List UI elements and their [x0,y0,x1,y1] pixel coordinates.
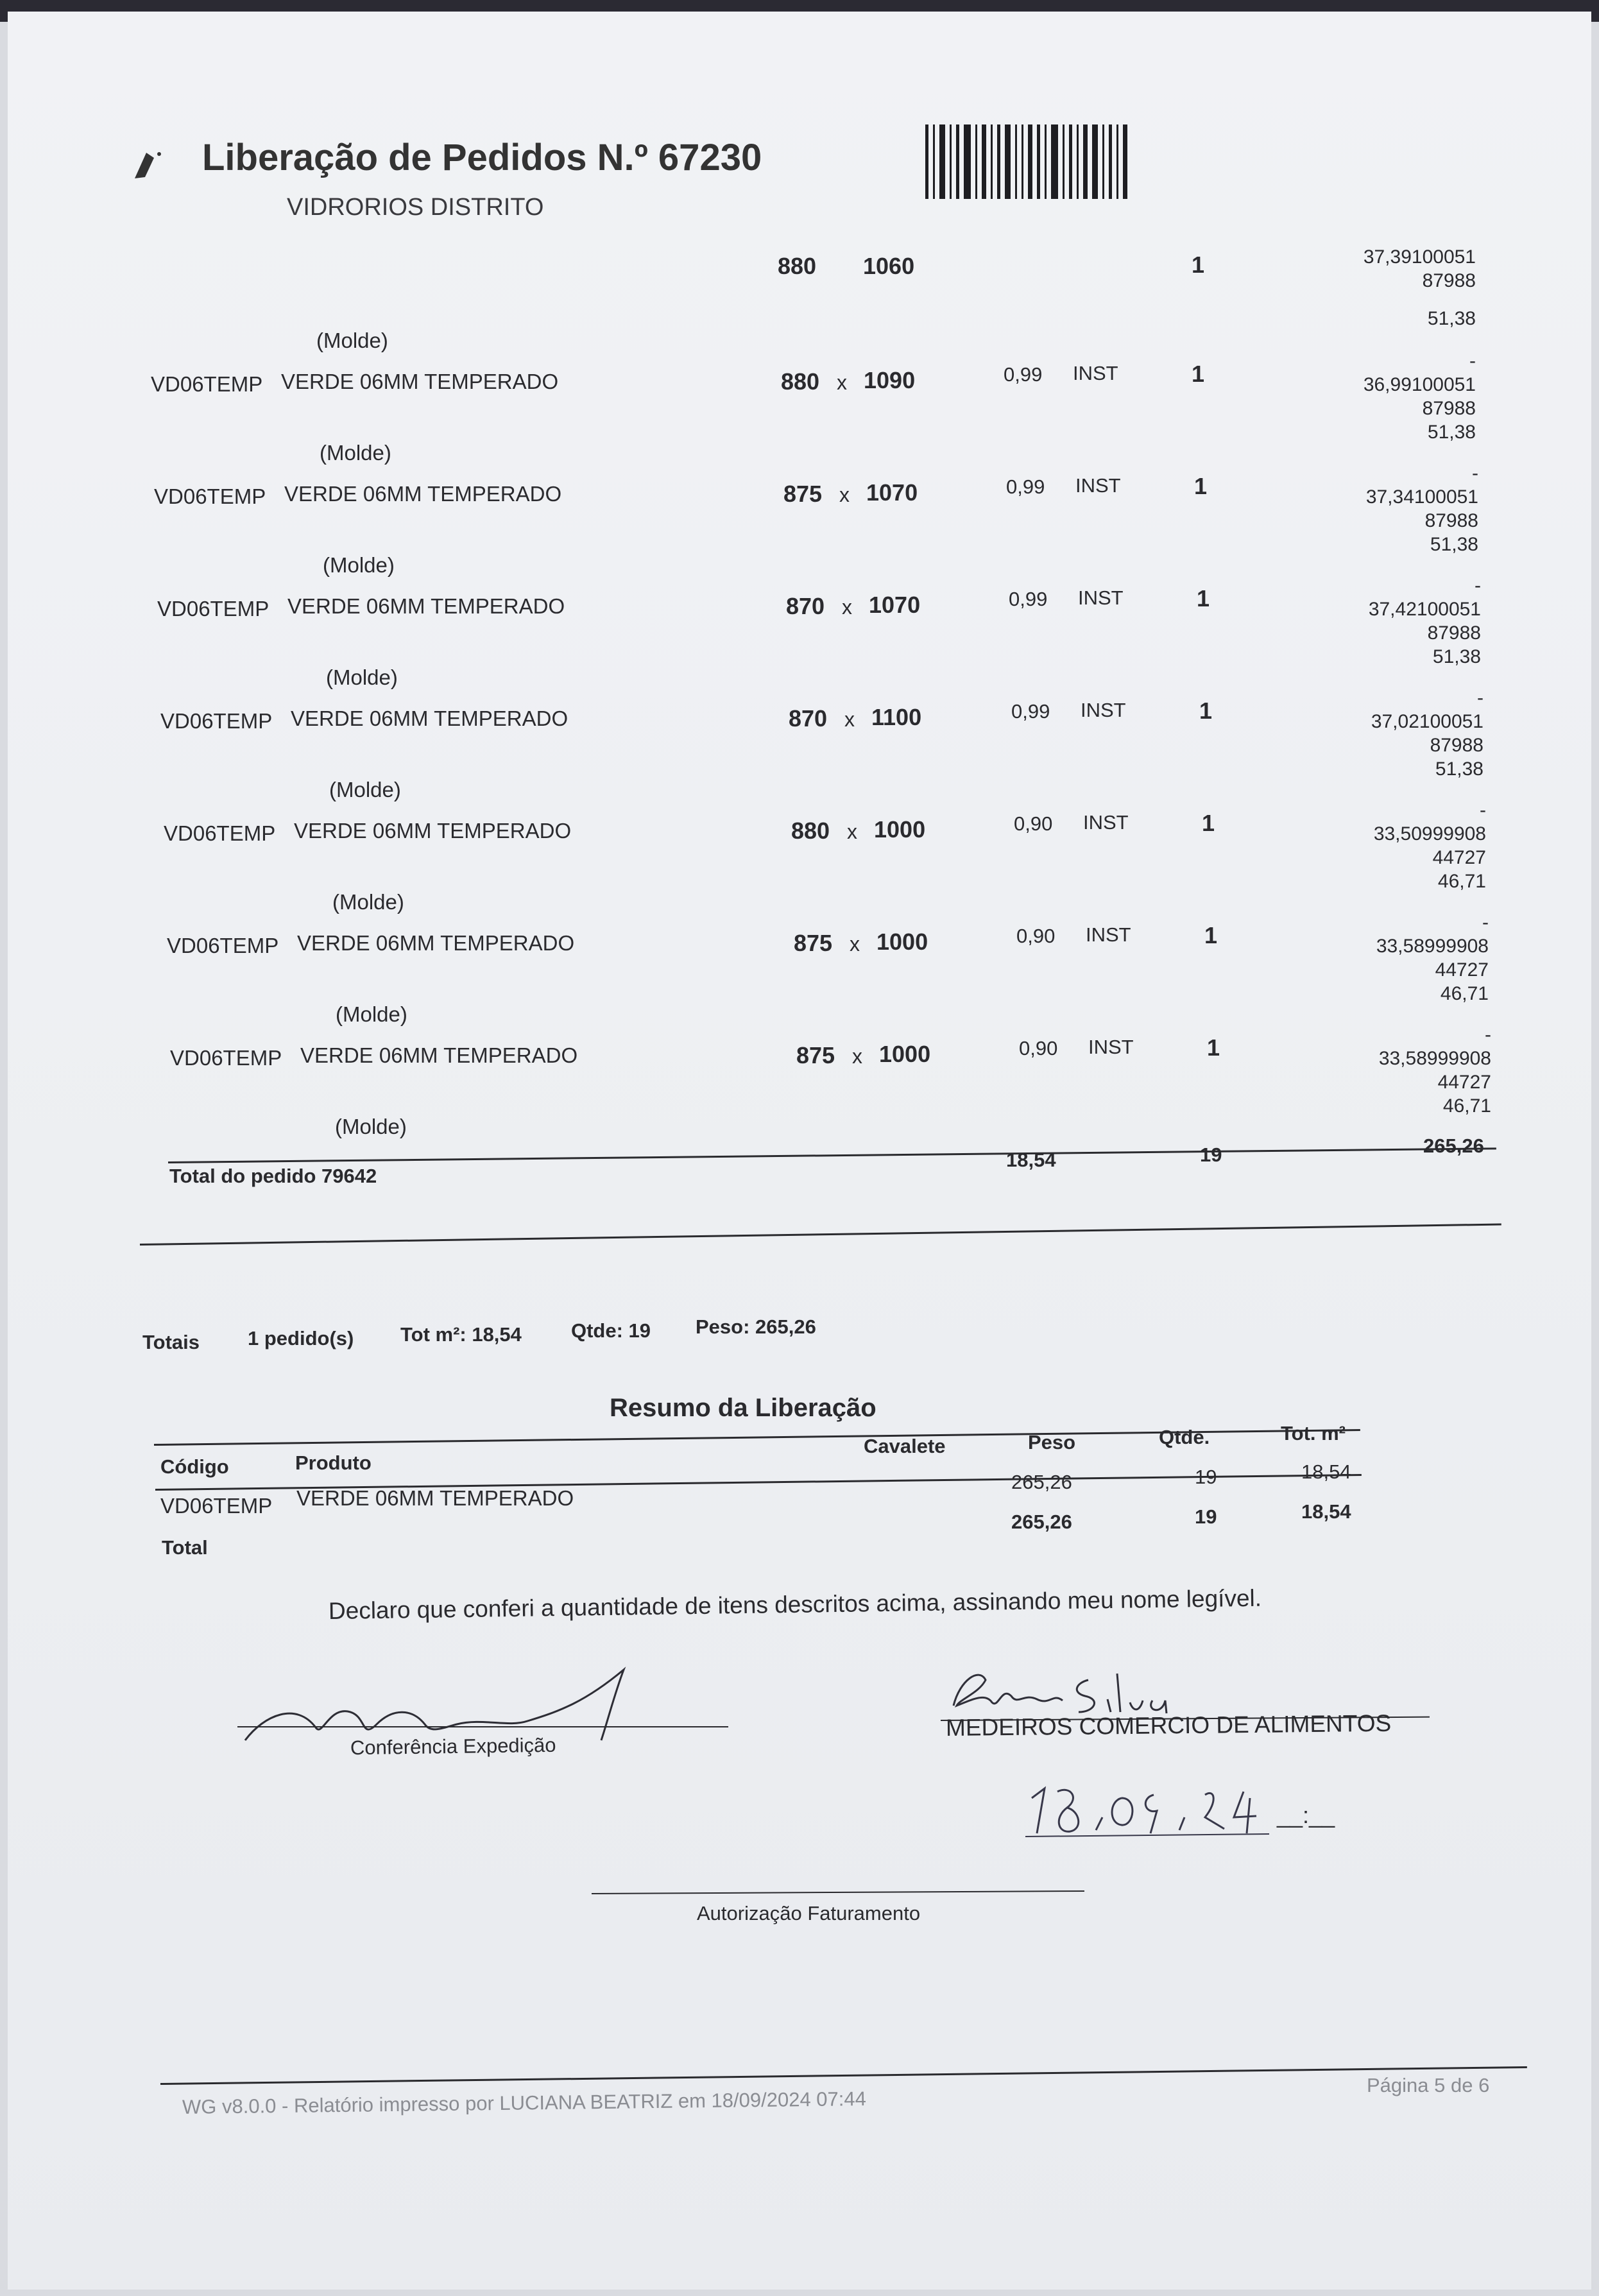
row-installation-type: INST [1081,699,1126,721]
row-dimension-height: 1090 [864,367,916,393]
barcode-bar [956,124,959,199]
row-dimension-height: 1070 [866,479,918,506]
barcode-bar [975,124,977,199]
value-line: - [1469,350,1476,372]
summary-header-m2: Tot. m² [1281,1422,1346,1444]
row-quantity: 1 [1194,473,1208,499]
summary-row-m2: 18,54 [1301,1461,1351,1483]
value-line: 37,34100051 [1365,486,1478,508]
row-quantity: 1 [1204,922,1218,948]
value-line: 44727 [1437,1072,1491,1093]
barcode-bar [1116,124,1118,199]
value-line: - [1475,575,1481,596]
barcode-bar [1015,124,1017,199]
barcode-bar [1077,124,1079,199]
barcode-bar [939,124,945,199]
barcode-bar [1109,124,1112,199]
value-line: 51,38 [1430,534,1478,555]
row-installation-type: INST [1073,362,1118,384]
expedition-caption: Conferência Expedição [350,1733,556,1760]
row-note: (Molde) [332,890,404,914]
row-dimension-width: 875 [796,1042,835,1068]
order-total-m2: 18,54 [1006,1149,1056,1171]
row-product-code: VD06TEMP [151,372,263,396]
expedition-signature-line [237,1726,728,1727]
row-area-m2: 0,90 [1014,812,1053,835]
row-values [1312,461,1478,556]
summary-header-qty: Qtde. [1159,1426,1210,1448]
value-line: - [1480,800,1486,821]
row-dimension-separator: x [839,483,850,506]
row-dimension-width: 880 [781,368,820,395]
barcode-bar [1063,124,1065,199]
summary-total-weight: 265,26 [1011,1511,1072,1533]
summary-total-m2: 18,54 [1301,1500,1351,1523]
summary-row-code: VD06TEMP [160,1494,273,1518]
value-line: 51,38 [1432,646,1481,667]
value-line: 46,71 [1440,983,1489,1004]
barcode-bar [1045,124,1047,199]
row-dimension-separator: x [852,1045,862,1068]
summary-header-weight: Peso [1028,1431,1076,1453]
barcode-bar [1102,124,1104,199]
row-dimension-height: 1070 [869,592,921,618]
barcode-bar [991,124,993,199]
row-product-name: VERDE 06MM TEMPERADO [284,482,562,506]
summary-header-product: Produto [295,1452,372,1474]
totals-orders: 1 pedido(s) [248,1327,354,1349]
row-area-m2: 0,99 [1011,700,1050,723]
summary-row-qty: 19 [1195,1466,1217,1488]
value-line: 33,50999908 [1373,823,1486,844]
barcode-bar [933,124,935,199]
totals-weight: Peso: 265,26 [696,1315,816,1338]
row-dimension-width: 875 [794,930,833,956]
row-dimension-height: 1000 [874,816,926,843]
summary-row-weight: 265,26 [1011,1471,1072,1493]
row-product-code: VD06TEMP [164,821,276,845]
row-product-name: VERDE 06MM TEMPERADO [291,707,569,730]
row-product-code: VD06TEMP [160,709,273,733]
row-dimension-width: 880 [791,818,830,844]
print-smudge-mark [128,145,167,184]
summary-header-code: Código [160,1455,229,1478]
value-line: 44727 [1432,847,1486,868]
row-values [1319,798,1486,893]
barcode-bar [1051,124,1058,199]
row-dimension-height: 1100 [871,704,922,730]
value-line: 44727 [1435,959,1489,981]
row-product-code: VD06TEMP [167,934,279,957]
row-note: (Molde) [329,778,401,801]
order-total-weight: 265,26 [1423,1135,1484,1157]
row-area-m2: 0,90 [1016,925,1056,947]
barcode-bar [1083,124,1088,199]
row-product-name: VERDE 06MM TEMPERADO [297,931,575,955]
value-line: 87988 [1422,270,1476,291]
declaration-text: Declaro que conferi a quantidade de itens descritos acima, assinando meu nome legível. [328,1584,1262,1624]
row-dimension-separator: x [837,371,847,394]
row-note: (Molde) [320,441,391,465]
row-dimension-width: 875 [783,481,823,507]
row-note: (Molde) [335,1115,407,1138]
row-installation-type: INST [1088,1036,1134,1058]
row-dimension-width: 870 [789,705,828,732]
barcode-bar [1123,124,1127,199]
value-line: 37,02100051 [1371,711,1484,732]
row-product-name: VERDE 06MM TEMPERADO [281,370,559,393]
barcode-bar [1005,124,1011,199]
row-product-name: VERDE 06MM TEMPERADO [300,1043,578,1067]
row-area-m2: 0,90 [1019,1037,1058,1059]
footer-print-info: WG v8.0.0 - Relatório impresso por LUCIANA BEATRIZ em 18/09/2024 07:44 [182,2087,867,2118]
row-dimension-separator: x [850,932,860,955]
value-line: 46,71 [1442,1095,1491,1117]
value-line: 33,58999908 [1378,1048,1491,1069]
authorization-caption: Autorização Faturamento [697,1902,921,1924]
first-row-height: 1060 [863,253,915,279]
row-note: (Molde) [336,1002,407,1026]
summary-total-label: Total [162,1536,208,1559]
order-total-qty: 19 [1200,1144,1222,1166]
summary-row-product: VERDE 06MM TEMPERADO [296,1486,574,1510]
value-line: - [1477,687,1484,708]
value-line: 37,39100051 [1363,246,1476,268]
barcode-bar [925,124,928,199]
totals-label: Totais [142,1331,200,1353]
summary-header-rack: Cavalete [864,1435,946,1457]
value-line: 87988 [1424,510,1478,531]
summary-title: Resumo da Liberação [610,1394,876,1422]
value-line: 51,38 [1427,422,1476,443]
barcode-bar [1069,124,1072,199]
row-values [1314,574,1481,669]
value-line: 33,58999908 [1376,936,1489,957]
row-product-name: VERDE 06MM TEMPERADO [287,594,565,618]
barcode [925,124,1132,199]
row-quantity: 1 [1199,698,1213,724]
row-product-name: VERDE 06MM TEMPERADO [294,819,572,843]
barcode-bar [1028,124,1032,199]
value-line: 37,42100051 [1368,599,1481,620]
row-installation-type: INST [1086,923,1131,946]
row-values [1324,1023,1491,1118]
barcode-bar [1092,124,1098,199]
row-quantity: 1 [1197,585,1210,612]
row-area-m2: 0,99 [1006,475,1045,498]
row-product-code: VD06TEMP [170,1046,282,1070]
row-installation-type: INST [1083,811,1129,834]
barcode-bar [964,124,971,199]
first-row-width: 880 [778,253,817,279]
handwritten-date [1019,1772,1288,1843]
row-dimension-separator: x [842,595,852,619]
row-values [1309,349,1476,444]
barcode-bar [1037,124,1040,199]
row-product-code: VD06TEMP [157,597,269,621]
value-line: 51,38 [1435,758,1484,780]
value-line: 87988 [1430,735,1484,756]
row-note: (Molde) [323,553,395,577]
row-quantity: 1 [1192,361,1205,387]
value-line: - [1482,912,1489,933]
value-line: 87988 [1422,398,1476,419]
value-line: - [1472,463,1478,484]
first-row-qty: 1 [1192,252,1205,278]
row-values [1317,686,1484,781]
totals-m2: Tot m²: 18,54 [400,1323,522,1346]
row-installation-type: INST [1075,474,1121,497]
row-installation-type: INST [1078,587,1124,609]
summary-total-qty: 19 [1195,1505,1217,1528]
barcode-bar [1022,124,1023,199]
row-quantity: 1 [1207,1034,1220,1061]
order-total-label: Total do pedido 79642 [169,1165,377,1187]
row-product-code: VD06TEMP [154,484,266,508]
barcode-bar [982,124,986,199]
value-line: - [1485,1024,1491,1045]
totals-qty: Qtde: 19 [571,1319,651,1342]
footer-page-number: Página 5 de 6 [1367,2074,1490,2096]
row-dimension-height: 1000 [876,929,928,955]
value-line: 51,38 [1427,308,1476,329]
row-dimension-separator: x [847,820,857,843]
client-company-caption: MEDEIROS COMERCIO DE ALIMENTOS [945,1709,1392,1741]
value-line: 46,71 [1437,871,1486,892]
row-dimension-separator: x [844,708,855,731]
row-quantity: 1 [1202,810,1215,836]
row-note: (Molde) [326,665,398,689]
row-dimension-width: 870 [786,593,825,619]
time-blank: __:__ [1277,1802,1335,1828]
company-name: VIDRORIOS DISTRITO [287,194,544,221]
value-line: 87988 [1427,622,1481,644]
barcode-bar [950,124,952,199]
row-note: (Molde) [316,329,388,352]
barcode-bar [997,124,1000,199]
document-title: Liberação de Pedidos N.º 67230 [202,137,762,178]
row-dimension-height: 1000 [879,1041,931,1067]
first-row-values [1309,245,1476,330]
row-area-m2: 0,99 [1009,588,1048,610]
row-values [1322,911,1489,1006]
row-area-m2: 0,99 [1004,363,1043,386]
value-line: 36,99100051 [1363,374,1476,395]
